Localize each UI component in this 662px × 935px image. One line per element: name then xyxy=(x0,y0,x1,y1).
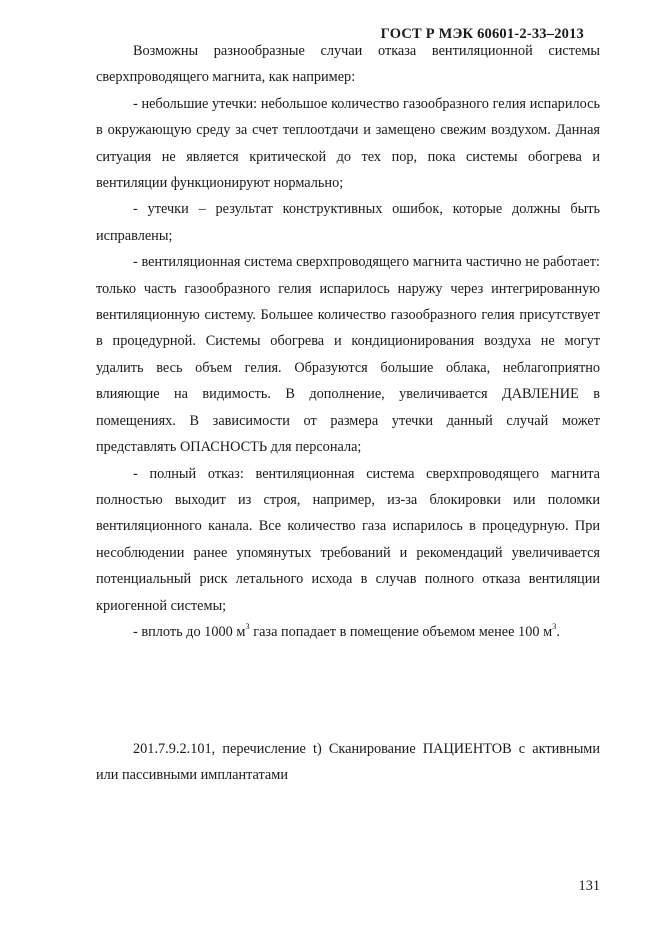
volume-superscript-1: 3 xyxy=(245,620,250,631)
volume-text-part2: газа попадает в помещение объемом менее 100 м xyxy=(249,623,553,640)
paragraph-partial-failure: - вентиляционная система сверхпроводящего магнита частично не работает: только часть газообразного гелия испарилось наружу через интегрированную вентиляционную систему. Большее количество газообразного гелия присутствует в процедурной. Системы обогрева и кондиционирования воздуха не могут удалить весь объем гелия. Образуются большие облака, неблагоприятно влияющие на видимость. В дополнение, увеличивается ДАВЛЕНИЕ в помещениях. В зависимости от размера утечки данный случай может представлять ОПАСНОСТЬ для персонала; xyxy=(96,254,600,456)
volume-superscript-2: 3 xyxy=(552,620,557,631)
paragraph-volume xyxy=(96,619,600,645)
section-heading: 201.7.9.2.101, перечисление t) Сканирование ПАЦИЕНТОВ с активными или пассивными имплантатами xyxy=(96,741,600,784)
volume-text-part1: - вплоть до 1000 м xyxy=(133,623,246,640)
paragraph-design-leaks: - утечки – результат конструктивных ошибок, которые должны быть исправлены; xyxy=(96,201,600,244)
document-header: ГОСТ Р МЭК 60601-2-33–2013 xyxy=(380,26,584,42)
paragraph-small-leaks: - небольшие утечки: небольшое количество газообразного гелия испарилось в окружающую среду за счет теплоотдачи и замещено свежим воздухом. Данная ситуация не является критической до тех пор, пока системы обогрева и вентиляции функционируют нормально; xyxy=(96,95,600,192)
volume-text-part3: . xyxy=(556,623,560,640)
paragraph-intro: Возможны разнообразные случаи отказа вентиляционной системы сверхпроводящего магнита, как например: xyxy=(96,43,600,86)
page-number: 131 xyxy=(578,878,600,894)
body-text xyxy=(96,38,600,645)
paragraph-full-failure: - полный отказ: вентиляционная система сверхпроводящего магнита полностью выходит из строя, например, из-за блокировки или поломки вентиляционного канала. Все количество газа испарилось в процедурную. При несоблюдении ранее упомянутых требований и рекомендаций увеличивается потенциальный риск летального исхода в случав полного отказа вентиляции криогенной системы; xyxy=(96,465,600,614)
